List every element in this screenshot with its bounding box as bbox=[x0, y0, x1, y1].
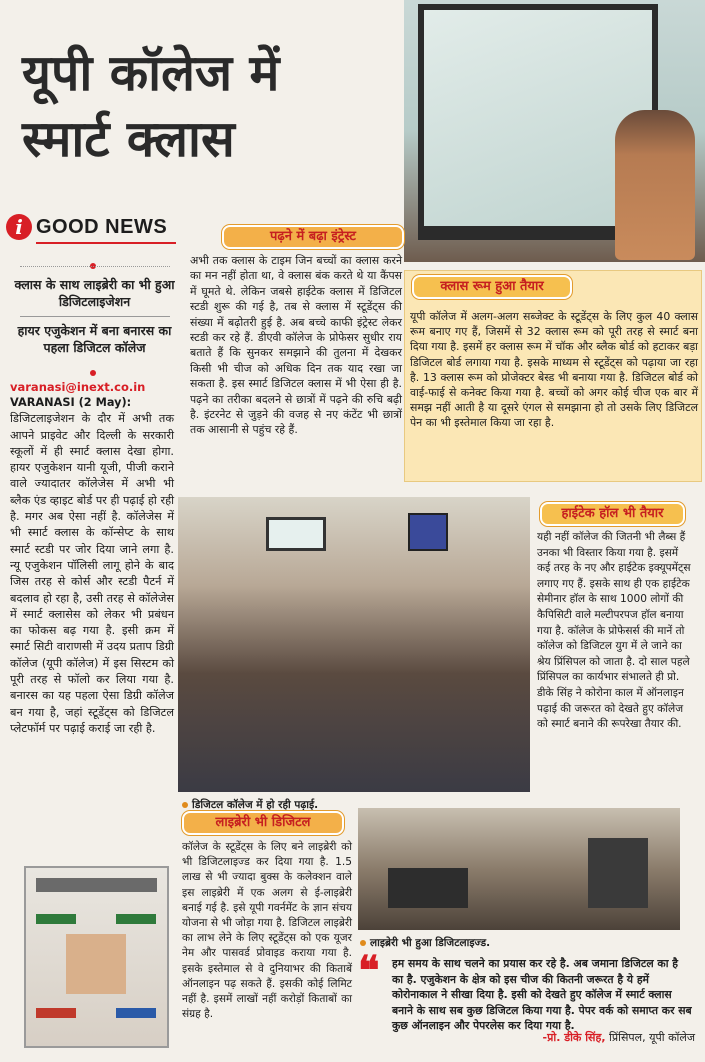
body-library: कॉलेज के स्टूडेंट्स के लिए बने लाइब्रेरी को भी डिजिटलाइज्ड कर दिया गया है. 1.5 लाख से भी ज्यादा बुक्स के कलेक्शन वाले इस लाइब्रेरी में एक अलग से ई-लाइब्रेरी बनाई गई है. इसे यूपी गवर्नमेंट के ज्ञान संचय योजना से भी जोड़ा गया है. डिजिटल लाइब्रेरी का लाभ लेने के लिए स्टूडेंट्स को एक यूजर नेम और पासवर्ड प्रोवाइड कराया गया है. इसके इस्तेमाल से वे दुनियाभर की किताबें ऑनलाइन पढ़ सकते हैं. इसकी कोई लिमिट नहीं है. इसमें लाखों नहीं करोड़ों किताबों का संग्रह है. bbox=[182, 841, 352, 1021]
poster-scroll bbox=[66, 934, 126, 994]
body-hall: यही नहीं कॉलेज की जितनी भी लैब्स हैं उनका भी विस्तार किया गया है. इसमें कई तरह के नए और हाईटेक इक्यूपमेंट्स लगाए गए हैं. इसके साथ ही एक हाईटेक सेमीनार हॉल के साथ 1000 लोगों की कैपिसिटी वाले मल्टीपरपज हॉल बनाया गया है. कॉलेज के प्रोफेसर्स की मानें तो कॉलेज को डिजिटल युग में ले जाने का श्रेय प्रिंसिपल को जाता है. दो साल पहले प्रिंसिपल का कार्यभार संभालते ही प्रो. डीके सिंह ने कोरोना काल में ऑनलाइन पढ़ाई की जरूरत को देखते हुए कॉलेज को स्मार्ट बनाने की रूपरेखा तैयार की. bbox=[537, 531, 691, 731]
heading-interest: पढ़ने में बढ़ा इंट्रेस्ट bbox=[222, 225, 404, 249]
headline-line-2: स्मार्ट क्लास bbox=[22, 110, 235, 168]
teacher-figure bbox=[615, 110, 695, 260]
heading-library: लाइब्रेरी भी डिजिटल bbox=[182, 811, 344, 835]
poster-arrow bbox=[116, 1008, 156, 1018]
deck-first-digital-college: हायर एजुकेशन में बना बनारस का पहला डिजिटल कॉलेज bbox=[17, 323, 172, 355]
poster-arrow bbox=[36, 914, 76, 924]
heading-hall: हाईटेक हॉल भी तैयार bbox=[540, 502, 685, 526]
info-icon: i bbox=[6, 214, 32, 240]
principal-quote: हम समय के साथ चलने का प्रयास कर रहे है. अब जमाना डिजिटल का है का है. एजुकेशन के क्षेत्र को इस चीज की कितनी जरूरत है ये हमें कोरोनाकाल ने सीखा दिया है. इसी को देखते हुए कॉलेज में स्मार्ट क्लास बनाने के साथ सब कुछ डिजिटल किया गया है. पेपर वर्क को समाप्त कर सब कुछ ऑनलाइन और पेपरलेस कर दिया गया है. bbox=[392, 957, 692, 1032]
reporter-email: varanasi@inext.co.in bbox=[10, 380, 146, 394]
divider bbox=[20, 266, 170, 267]
computer-desk bbox=[588, 838, 648, 908]
computer-desk bbox=[388, 868, 468, 908]
body-interest: अभी तक क्लास के टाइम जिन बच्चों का क्लास करने का मन नहीं होता था, वे क्लास बंक करते थे या कैंपस में घूमते थे. लेकिन जबसे हाईटेक क्लास में डिजिटल स्टडी शुरू की गई है, तब से क्लास में स्टूडेंट्स की संख्या में बढ़ोतरी हुई है. अब बच्चे काफी इंट्रेस्ट लेकर स्टडी कर रहे हैं. डीएवी कॉलेज के प्रोफेसर सुधीर राय बताते हैं कि सुनकर समझाने की तुलना में देखकर किसी भी चीज को अधिक दिन तक याद रखा जा सकता है. इस स्मार्ट डिजिटल क्लास में भी ऐसा ही है. पढ़ने का तरीका बदलने से छात्रों में पढ़ने की रुचि बढ़ी है. इंटरनेट से जुड़ने की वजह से नए कंटेंट भी छात्रों तक आसानी से पहुंच रहे हैं. bbox=[190, 254, 402, 437]
caption-bullet bbox=[360, 940, 366, 946]
good-news-underline bbox=[36, 242, 176, 244]
quote-signature bbox=[470, 1030, 695, 1045]
poster-header bbox=[36, 878, 157, 892]
heading-classroom: क्लास रूम हुआ तैयार bbox=[412, 275, 572, 299]
photo-college-poster bbox=[24, 866, 169, 1048]
dateline: VARANASI (2 May): bbox=[10, 396, 132, 409]
photo-smart-board-teacher bbox=[404, 0, 705, 262]
quote-icon: ❝ bbox=[358, 947, 380, 994]
photo-library bbox=[358, 808, 680, 930]
body-classroom: यूपी कॉलेज में अलग-अलग सब्जेक्ट के स्टूडेंट्स के लिए कुल 40 क्लास रूम बनाए गए हैं, जिसमें से 32 क्लास रूम को पूरी तरह से स्मार्ट बना दिया गया है. इसमें हर क्लास रूम में चॉक और ब्लैक बोर्ड को हटाकर बड़ा डिजिटल बोर्ड लगाया गया है. इसके माध्यम से स्टूडेंट्स को पढ़ाया जा रहा है. 13 क्लास रूम को प्रोजेक्टर बेस्ड भी बनाया गया है. डिजिटल बोर्ड को वाई-फाई से कनेक्ट किया गया है. बच्चों को अगर कोई चीज एक बार में समझ नहीं आती है या दूसरे एंगल से समझाना हो तो उसके लिए डिजिटल पेन का भी इस्तेमाल किया जा रहा है. bbox=[410, 310, 698, 430]
caption-bullet bbox=[182, 802, 188, 808]
caption-classroom bbox=[182, 798, 318, 812]
caption-library-text: लाइब्रेरी भी हुआ डिजिटलाइज्ड. bbox=[370, 937, 491, 949]
good-news-label: GOOD NEWS bbox=[36, 216, 168, 238]
left-body bbox=[10, 395, 174, 737]
quote-role: प्रिंसिपल, यूपी कॉलेज bbox=[609, 1031, 695, 1044]
left-body-text: डिजिटलाइजेशन के दौर में अभी तक आपने प्राइवेट और दिल्ली के सरकारी स्कूलों में ही स्मार्ट क्लास देखा होगा. हायर एजुकेशन यानी यूजी, पीजी कराने वाले ज्यादातर कॉलेजेस में अभी भी ब्लैक एंड व्हाइट बोर्ड पर ही पढ़ाई हो रही है. मगर अब ऐसा नहीं है. कॉलेजेस में भी स्मार्ट क्लास के कॉन्सेप्ट के साथ स्मार्ट स्टडी पर जोर दिया जाने लगा है. न्यू एजुकेशन पॉलिसी लागू होने के बाद जिस तरह से कोर्स और स्टडी पैटर्न में बदलाव हो रहा है, उसी तरह से कॉलेजेस में स्मार्ट क्लासेस को लेकर भी प्रबंधन का फोकस बढ़ गया है. इसी क्रम में स्मार्ट सिटी वाराणसी में उदय प्रताप डिग्री कॉलेज (यूपी कॉलेज) में इस सिस्टम को पूरी तरह से फॉलो कर लिया गया है. बनारस का यह पहला ऐसा डिग्री कॉलेज बन गया है, जहां स्टूडेंट्स को डिजिटल प्लेटफॉर्म पर पढ़ाई कराई जा रही है. bbox=[10, 412, 174, 735]
quote-author: -प्रो. डीके सिंह, bbox=[542, 1031, 606, 1044]
deck-library: क्लास के साथ लाइब्रेरी का भी हुआ डिजिटलाइजेशन bbox=[14, 277, 175, 309]
divider bbox=[20, 316, 170, 317]
headline bbox=[22, 40, 412, 172]
poster-arrow bbox=[36, 1008, 76, 1018]
poster-arrow bbox=[116, 914, 156, 924]
photo-classroom-students bbox=[178, 497, 530, 792]
separator-dot bbox=[90, 370, 96, 376]
headline-line-1: यूपी कॉलेज में bbox=[22, 44, 280, 102]
caption-classroom-text: डिजिटल कॉलेज में हो रही पढ़ाई. bbox=[192, 799, 319, 811]
projector-screen bbox=[408, 513, 448, 551]
digital-board bbox=[266, 517, 326, 551]
